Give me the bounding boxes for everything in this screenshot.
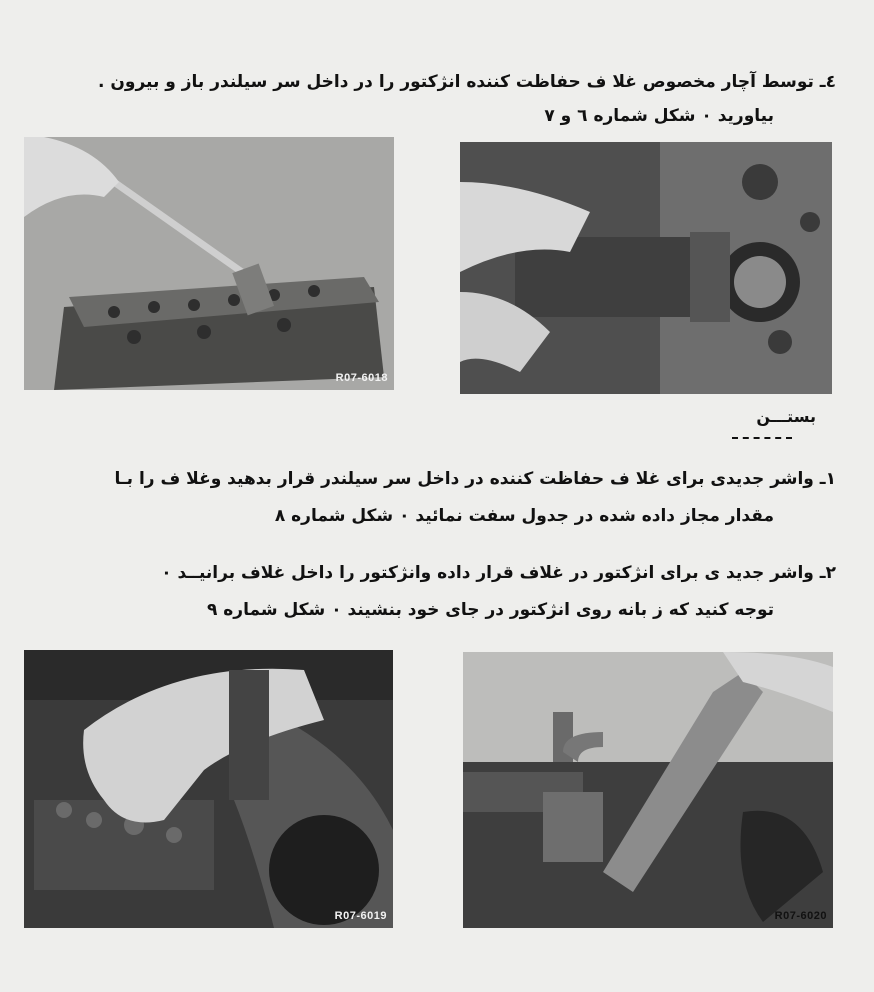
photo-torque-sleeve: [463, 652, 833, 928]
fig8-code: R07-6019: [334, 910, 387, 922]
fig6-code: R07-6018: [335, 372, 388, 384]
section-heading-underline: [732, 437, 792, 439]
photo-sleeve-removal: [460, 142, 832, 394]
step2-line1: ٢ـ واشر جدید ی برای انژکتور در غلاف قرار داده وانژکتور را داخل غلاف برانیــد ٠: [161, 563, 836, 583]
section-heading-assembly: بستـــن: [756, 407, 816, 426]
photo-wrench-cylinder-head: [24, 137, 394, 390]
photo-injector-install: [24, 650, 393, 928]
fig9-code: R07-6020: [774, 910, 827, 922]
step1-line1: ١ـ واشر جدیدی برای غلا ف حفاظت کننده در داخل سر سیلندر قرار بدهید وغلا ف را بـا: [114, 469, 836, 489]
step4-line2: بیاورید ٠ شکل شماره ٦ و ٧: [544, 106, 774, 126]
step1-line2: مقدار مجاز داده شده در جدول سفت نمائید ٠ شکل شماره ٨: [274, 506, 774, 526]
step2-line2: توجه کنید که ز بانه روی انژکتور در جای خود بنشیند ٠ شکل شماره ٩: [206, 600, 774, 620]
step4-line1: ٤ـ توسط آچار مخصوص غلا ف حفاظت کننده انژکتور را در داخل سر سیلندر باز و بیرون .: [98, 72, 836, 92]
